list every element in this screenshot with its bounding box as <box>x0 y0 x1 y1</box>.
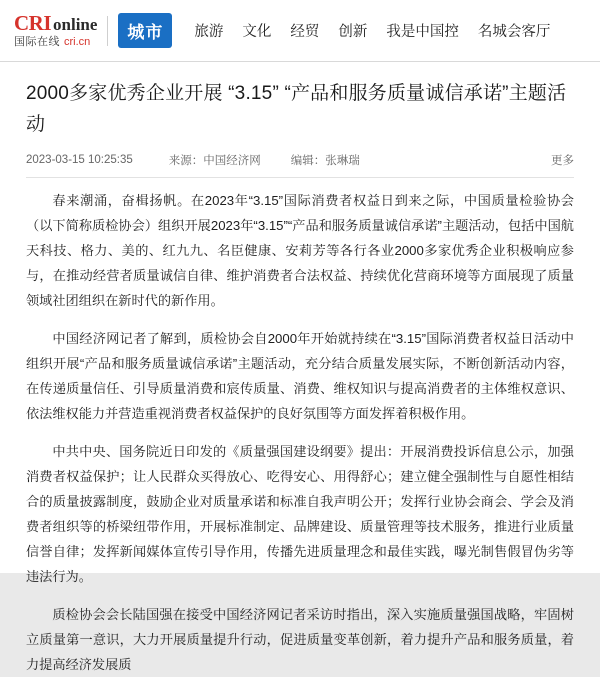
logo-chinese-name: 国际在线 <box>14 36 60 48</box>
site-header <box>0 0 600 62</box>
nav-item-trade[interactable]: 经贸 <box>290 24 320 40</box>
logo-sub-line <box>14 37 97 48</box>
article-body <box>26 188 574 677</box>
article-paragraph: 春来潮涌，奋楫扬帆。在2023年“3.15”国际消费者权益日到来之际，中国质量检验协会（以下简称质检协会）组织开展2023年“3.15”“产品和服务质量诚信承诺”主题活动，包括中国航天科技、格力、美的、红九九、名臣健康、安莉芳等各行各业2000多家优秀企业积极响应参与，在推动经营者质量诚信自律、维护消费者合法权益、持续优化营商环境等方面展现了质量领域社团组织在新时代的新作用。 <box>26 193 574 308</box>
article-paragraph: 中国经济网记者了解到，质检协会自2000年开始就持续在“3.15”国际消费者权益日活动中组织开展“产品和服务质量诚信承诺”主题活动，充分结合质量发展实际，不断创新活动内容，在传递质量信任、引导质量消费和宸传质量、消费、维权知识与提高消费者的主体维权意识、依法维权能力并营造重视消费者权益保护的良好氛围等方面发挥着积极作用。 <box>26 331 574 421</box>
site-logo[interactable] <box>14 13 172 48</box>
logo-mark <box>14 13 97 48</box>
article-date: 2023-03-15 10:25:35 <box>26 154 133 166</box>
logo-top-line <box>14 13 97 34</box>
nav-item-travel[interactable]: 旅游 <box>194 24 224 40</box>
nav-item-culture[interactable]: 文化 <box>242 24 272 40</box>
article-source: 来源：中国经济网 <box>168 155 261 167</box>
article-meta <box>26 152 574 178</box>
article-paragraph: 中共中央、国务院近日印发的《质量强国建设纲要》提出：开展消费投诉信息公示，加强消费者权益保护；让人民群众买得放心、吃得安心、用得舒心；建立健全强制性与自愿性相结合的质量披露制度，鼓励企业对质量承诺和标准自我声明公开；发挥行业协会商会、学会及消费者组织等的桥梁纽带作用，开展标准制定、品牌建设、质量管理等技术服务，推进行业质量信誉自律；发挥新闻媒体宣传引导作用，传播先进质量理念和最佳实践，曝光制售假冒伪劣等违法行为。 <box>26 444 574 584</box>
more-link[interactable]: 更多 <box>551 155 574 167</box>
article-editor: 编辑：张琳瑞 <box>290 155 360 167</box>
nav-item-city-lounge[interactable]: 名城会客厅 <box>477 24 551 40</box>
article-container <box>0 62 600 677</box>
logo-cri-text: CRI <box>14 11 52 35</box>
logo-divider <box>107 16 108 46</box>
nav-item-innovation[interactable]: 创新 <box>338 24 368 40</box>
page-title: 2000多家优秀企业开展 “3.15” “产品和服务质量诚信承诺”主题活动 <box>26 83 567 135</box>
city-channel-badge[interactable]: 城市 <box>118 13 172 48</box>
main-nav <box>194 20 550 41</box>
logo-online-text: online <box>53 15 98 34</box>
nav-item-i-am-china[interactable]: 我是中国控 <box>386 24 459 40</box>
article-paragraph: 质检协会会长陆国强在接受中国经济网记者采访时指出，深入实施质量强国战略，牢固树立质量第一意识，大力开展质量提升行动，促进质量变革创新，着力提升产品和服务质量，着力提高经济发展质 <box>26 607 574 672</box>
logo-url-text: cri.cn <box>64 36 91 48</box>
